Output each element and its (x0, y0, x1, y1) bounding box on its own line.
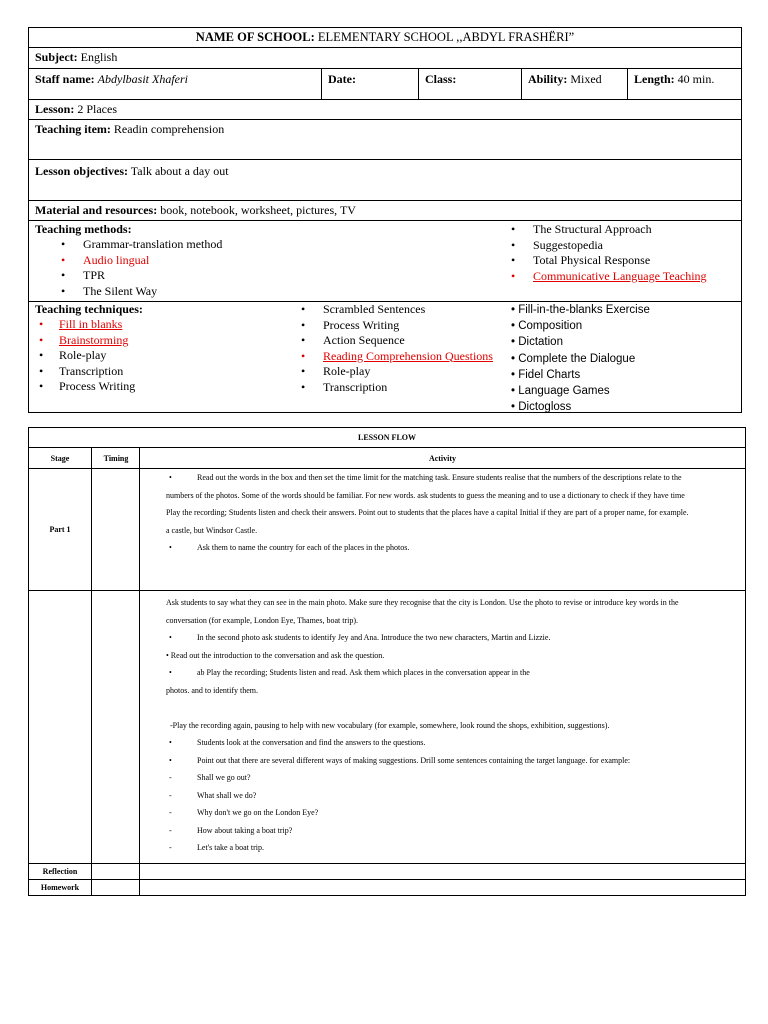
col-timing-header: Timing (91, 448, 140, 468)
list-item: • Fill in blanks (35, 317, 263, 333)
lesson-value: 2 Places (77, 102, 117, 116)
reflection-label: Reflection (42, 867, 78, 876)
list-item: • Fill-in-the-blanks Exercise (511, 304, 650, 316)
list-item: • Reading Comprehension Questions (275, 349, 499, 365)
methods-left-list (35, 237, 473, 299)
staff-row (29, 69, 741, 100)
list-item: • Communicative Language Teaching (485, 269, 735, 285)
list-item: • The Silent Way (35, 284, 473, 300)
school-label: NAME OF SCHOOL: (195, 30, 315, 44)
activity-line: - What shall we do? (169, 790, 257, 800)
activity-line: conversation (for example, London Eye, Thames, boat trip). (166, 615, 359, 625)
staff-label: Staff name: (35, 72, 95, 86)
activity-line: Play the recording; Students listen and check their answers. Point out to students that the places have a capital Initial if they are part of a proper name, for example. (166, 508, 689, 517)
activity-line: • Ask them to name the country for each of the places in the photos. (169, 543, 410, 552)
lesson-flow-title: LESSON FLOW (29, 428, 745, 448)
list-item: • Audio lingual (35, 253, 473, 269)
list-item: • Total Physical Response (485, 253, 735, 269)
list-item: • Language Games (511, 385, 610, 398)
school-row (29, 28, 741, 48)
part1-row (29, 469, 745, 591)
activity-line: Ask students to say what they can see in the main photo. Make sure they recognise that the city is London. Use the photo to revise or introduce key words in the (166, 598, 679, 607)
list-item: • Grammar-translation method (35, 237, 473, 253)
list-item: • Composition (511, 320, 583, 333)
objectives-label: Lesson objectives: (35, 164, 128, 178)
list-item: • Dictation (511, 336, 563, 349)
list-item: • Action Sequence (275, 333, 499, 349)
list-item: • Process Writing (35, 379, 263, 395)
activity-line: - How about taking a boat trip? (169, 825, 293, 835)
staff-value: Abdylbasit Xhaferi (97, 72, 188, 86)
techniques-row (29, 301, 741, 413)
list-item: • Dictogloss (511, 401, 572, 414)
part1-activity (139, 469, 745, 590)
school-name: ELEMENTARY SCHOOL ,,ABDYL FRASHËRI” (317, 30, 575, 44)
techniques-label: Teaching techniques: (35, 302, 143, 316)
activity-line: • Read out the introduction to the conversation and ask the question. (166, 650, 385, 660)
teaching-item-value: Readin comprehension (113, 122, 225, 136)
activity-line: numbers of the photos. Some of the words should be familiar. For new words. ask students to guess the meaning and to use a dictionary to check if they have time (166, 490, 685, 500)
list-item: • Complete the Dialogue (511, 352, 636, 365)
lesson-row (29, 100, 741, 120)
list-item: • Process Writing (275, 318, 499, 334)
list-item: • Role-play (35, 348, 263, 364)
activity-line: • In the second photo ask students to identify Jey and Ana. Introduce the two new characters, Martin and Lizzie. (169, 633, 551, 642)
activity-line: - Why don't we go on the London Eye? (169, 808, 319, 817)
lesson-flow-header (29, 448, 745, 469)
ability-value: Mixed (570, 72, 602, 86)
techniques-col3-list (511, 302, 735, 415)
activity-line: a castle, but Windsor Castle. (166, 525, 258, 535)
activity-line: • Point out that there are several different ways of making suggestions. Drill some sentences containing the target language. for example: (169, 755, 631, 765)
activity-line: • Read out the words in the box and then set the time limit for the matching task. Ensure students realise that the numbers of the descriptions relate to the (169, 473, 682, 482)
objectives-value: Talk about a day out (130, 164, 229, 178)
methods-right-list (485, 222, 735, 284)
homework-label: Homework (40, 883, 80, 892)
lesson-plan-header-table (28, 27, 742, 413)
subject-label: Subject: (35, 50, 78, 64)
part2-row (29, 591, 745, 864)
activity-line: • Students look at the conversation and find the answers to the questions. (169, 738, 426, 747)
methods-row (29, 221, 741, 301)
list-item: • Transcription (275, 380, 499, 396)
activity-line: - Shall we go out? (169, 773, 251, 782)
part2-stage (29, 591, 91, 863)
class-label: Class: (425, 72, 457, 86)
length-label: Length: (634, 72, 675, 86)
col-activity-header: Activity (139, 448, 745, 468)
list-item: • Scrambled Sentences (275, 302, 499, 318)
list-item: • Suggestopedia (485, 238, 735, 254)
list-item: • Fidel Charts (511, 368, 581, 381)
methods-label: Teaching methods: (35, 222, 132, 236)
list-item: • TPR (35, 268, 473, 284)
lesson-flow-table (28, 427, 746, 896)
ability-label: Ability: (528, 72, 568, 86)
list-item: • The Structural Approach (485, 222, 735, 238)
materials-label: Material and resources: (35, 203, 158, 217)
length-value: 40 min. (677, 72, 715, 86)
homework-row (29, 880, 745, 895)
list-item: • Brainstorming (35, 333, 263, 349)
activity-line: - Let's take a boat trip. (169, 843, 264, 852)
teaching-item-row (29, 120, 741, 160)
teaching-item-label: Teaching item: (35, 122, 111, 136)
objectives-row (29, 160, 741, 201)
activity-line: -Play the recording again, pausing to help with new vocabulary (for example, somewhere, look round the shops, exhibition, suggestions). (170, 720, 610, 730)
lesson-label: Lesson: (35, 102, 75, 116)
list-item: • Transcription (35, 364, 263, 380)
materials-value: book, notebook, worksheet, pictures, TV (160, 203, 356, 217)
date-label: Date: (328, 72, 356, 86)
part1-timing (91, 469, 140, 590)
techniques-col2-list (275, 302, 499, 395)
reflection-row (29, 864, 745, 880)
part2-activity (139, 591, 745, 863)
list-item: • Role-play (275, 364, 499, 380)
techniques-col1-list (35, 317, 263, 395)
col-stage-header: Stage (50, 454, 70, 463)
subject-value: English (80, 50, 118, 64)
activity-line: photos. and to identify them. (166, 685, 258, 695)
part2-timing (91, 591, 140, 863)
materials-row (29, 201, 741, 221)
part1-stage-label: Part 1 (49, 525, 71, 534)
activity-line: • ab Play the recording; Students listen and read. Ask them which places in the conversation appear in the (169, 668, 530, 677)
subject-row (29, 48, 741, 69)
